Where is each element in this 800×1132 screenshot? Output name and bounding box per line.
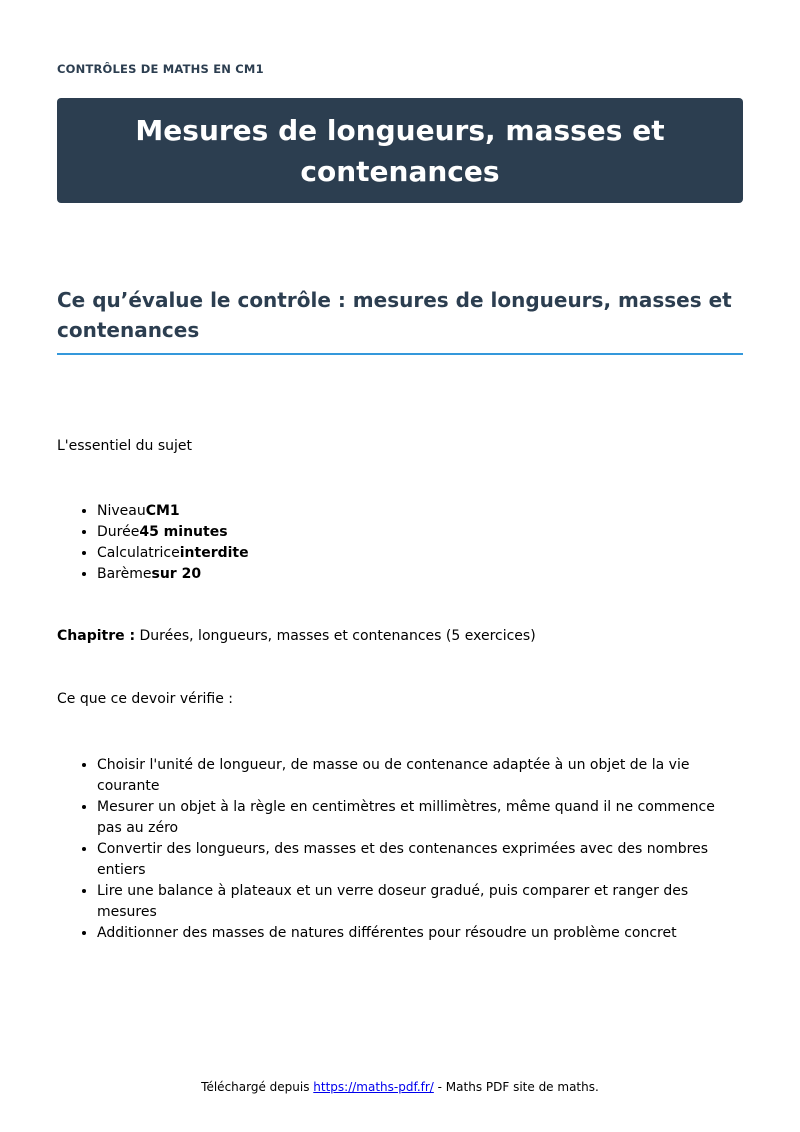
page-title: Mesures de longueurs, masses et contenances xyxy=(135,113,665,188)
list-item xyxy=(97,501,249,522)
list-item: • Choisir l'unité de longueur, de masse ou de contenance adaptée à un objet de la vie courante xyxy=(97,755,743,797)
list-item xyxy=(97,564,249,585)
chapter-text: Durées, longueurs, masses et contenances (5 exercices) xyxy=(135,628,536,644)
section-heading: Ce qu’évalue le contrôle : mesures de longueurs, masses et contenances xyxy=(57,285,743,355)
info-list xyxy=(57,501,249,585)
info-label: Durée xyxy=(97,524,140,540)
chapter-line xyxy=(57,628,536,644)
info-value: CM1 xyxy=(145,503,180,519)
info-value: interdite xyxy=(179,545,249,561)
info-label: Barème xyxy=(97,566,152,582)
list-item: • Mesurer un objet à la règle en centimètres et millimètres, même quand il ne commence pas au zéro xyxy=(97,797,743,839)
skills-intro: Ce que ce devoir vérifie : xyxy=(57,691,234,707)
info-value: 45 minutes xyxy=(139,524,228,540)
list-item: • Additionner des masses de natures différentes pour résoudre un problème concret xyxy=(97,923,743,944)
footer-prefix: Téléchargé depuis xyxy=(201,1080,314,1094)
list-item: • Lire une balance à plateaux et un verre doseur gradué, puis comparer et ranger des mesures xyxy=(97,881,743,923)
list-item xyxy=(97,543,249,564)
chapter-label: Chapitre : xyxy=(57,628,136,644)
list-item xyxy=(97,522,249,543)
footer-link[interactable]: https://maths-pdf.fr/ xyxy=(313,1080,434,1094)
series-kicker: CONTRÔLES DE MATHS EN CM1 xyxy=(57,62,264,76)
list-item: • Convertir des longueurs, des masses et des contenances exprimées avec des nombres entiers xyxy=(97,839,743,881)
info-label: Niveau xyxy=(97,503,146,519)
page-footer xyxy=(0,1080,800,1094)
skills-list xyxy=(57,755,743,944)
title-banner xyxy=(57,98,743,203)
intro-text: L'essentiel du sujet xyxy=(57,438,193,454)
info-value: sur 20 xyxy=(151,566,202,582)
footer-suffix: - Maths PDF site de maths. xyxy=(433,1080,599,1094)
info-label: Calculatrice xyxy=(97,545,180,561)
